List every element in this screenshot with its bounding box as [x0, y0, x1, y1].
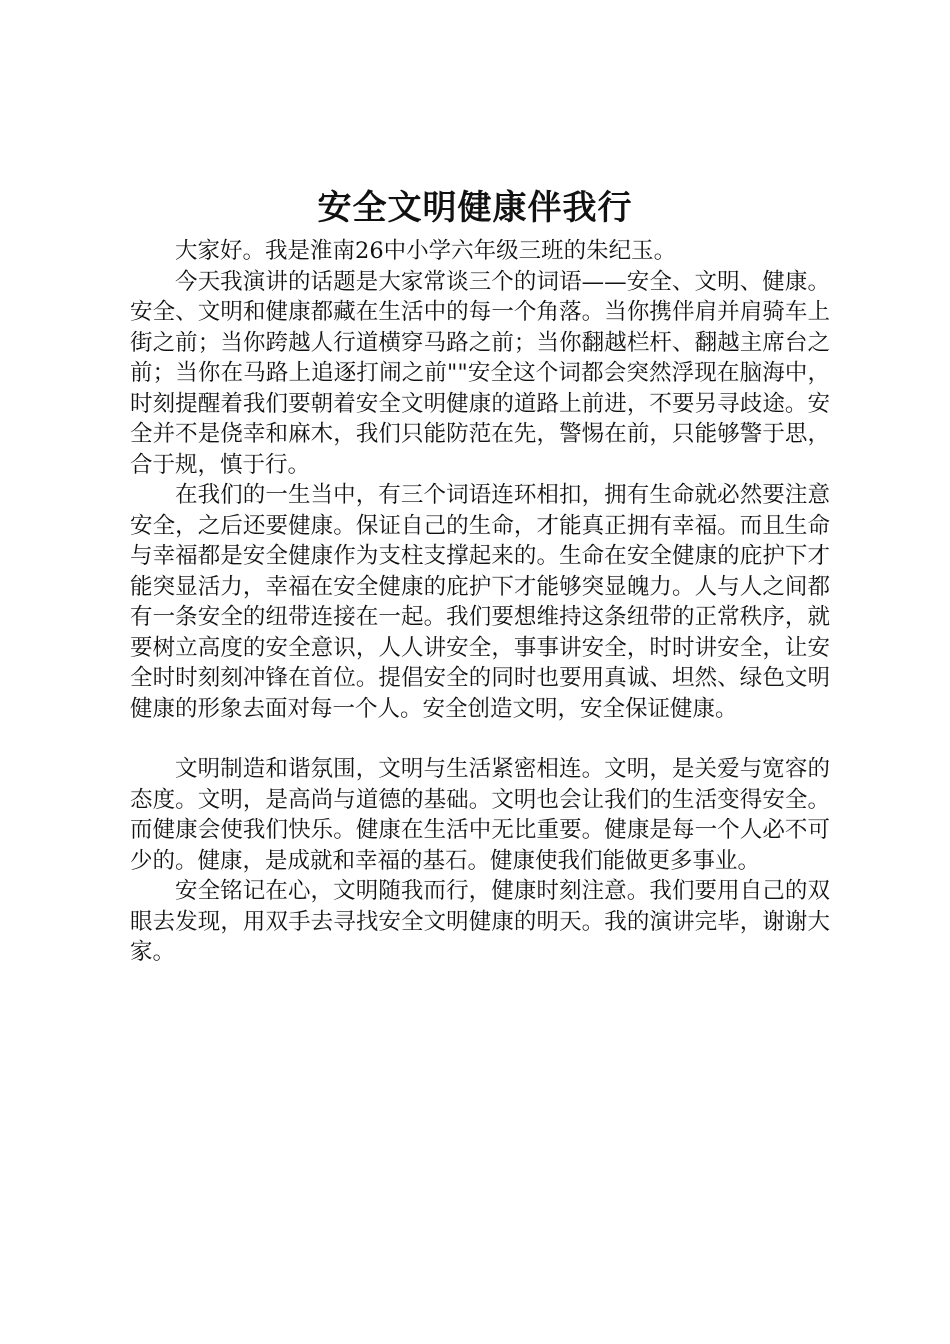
paragraph-life-safety: 在我们的一生当中，有三个词语连环相扣，拥有生命就必然要注意安全，之后还要健康。保证自己的生命，才能真正拥有幸福。而且生命与幸福都是安全健康作为支柱支撑起来的。生命在安全健康的庇护下才能突显活力，幸福在安全健康的庇护下才能够突显魄力。人与人之间都有一条安全的纽带连接在一起。我们要想维持这条纽带的正常秩序，就要树立高度的安全意识，人人讲安全，事事讲安全，时时讲安全，让安全时时刻刻冲锋在首位。提倡安全的同时也要用真诚、坦然、绿色文明健康的形象去面对每一个人。安全创造文明，安全保证健康。	[130, 482, 830, 722]
paragraph-greeting: 大家好。我是淮南26中小学六年级三班的朱纪玉。	[175, 238, 677, 264]
document-title: 安全文明健康伴我行	[317, 188, 633, 228]
paragraph-civility-health: 文明制造和谐氛围，文明与生活紧密相连。文明，是关爱与宽容的态度。文明，是高尚与道德的基础。文明也会让我们的生活变得安全。而健康会使我们快乐。健康在生活中无比重要。健康是每一个人必不可少的。健康，是成就和幸福的基石。健康使我们能做更多事业。	[130, 756, 830, 874]
document-body	[130, 236, 830, 968]
paragraph-topic: 今天我演讲的话题是大家常谈三个的词语——安全、文明、健康。安全、文明和健康都藏在生活中的每一个角落。当你携伴肩并肩骑车上街之前；当你跨越人行道横穿马路之前；当你翻越栏杆、翻越主席台之前；当你在马路上追逐打闹之前""安全这个词都会突然浮现在脑海中，时刻提醒着我们要朝着安全文明健康的道路上前进，不要另寻歧途。安全并不是侥幸和麻木，我们只能防范在先，警惕在前，只能够警于思，合于规，慎于行。	[130, 268, 830, 478]
paragraph-closing: 安全铭记在心，文明随我而行，健康时刻注意。我们要用自己的双眼去发现，用双手去寻找安全文明健康的明天。我的演讲完毕，谢谢大家。	[130, 878, 830, 965]
